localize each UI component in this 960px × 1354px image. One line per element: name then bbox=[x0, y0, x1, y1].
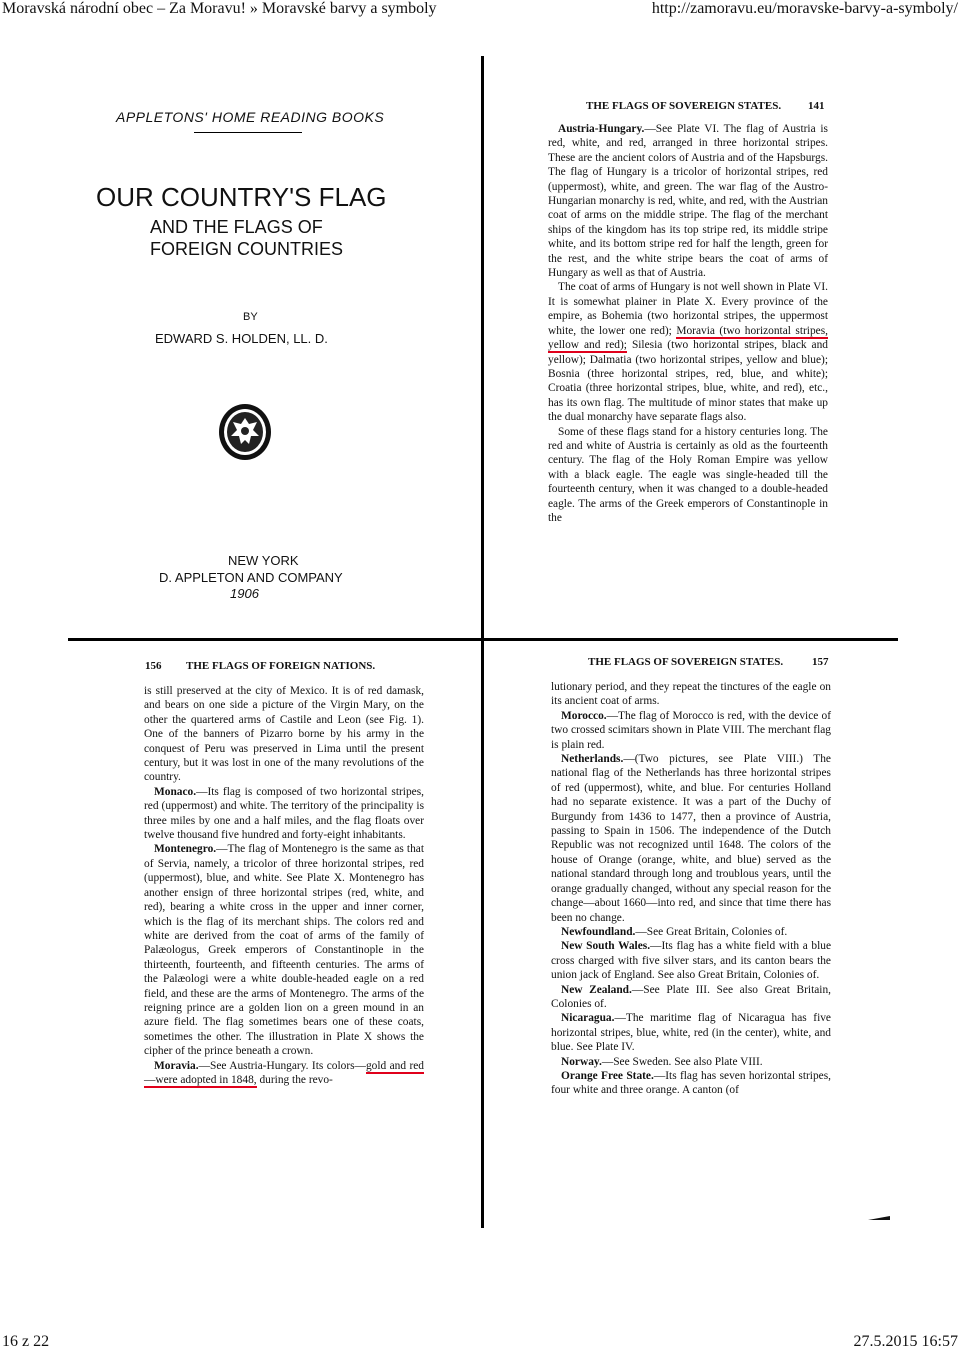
entry-text: —The flag of Montenegro is the same as that of Servia, namely, a tricolor of three horizontal stripes, red (uppermost), blue, and white. See Plate X. Montenegro has another ensign of three horizontal stripes (red, white, and red), bearing a white cross in the upper and inner corner, which is the flag of its merchant ships. The colors red and white are derived from the coat of arms of the family of Palæologus, Greek emperors of Constantinople in the thirteenth, fourteenth, and fifteenth centuries. The arms of the Palæologi were a white double-headed eagle on a red field, and these are the arms of Montenegro. The arms of the reigning prince are a golden lion on a green mound in an azure field. The flag sometimes bears one of these coats, sometimes the other. The illustration in Plate X shows the cipher of the prince beneath a crown. bbox=[144, 843, 424, 1058]
entry-text: —See Sweden. See also Plate VIII. bbox=[601, 1055, 763, 1068]
page-body bbox=[548, 122, 828, 525]
author-name: EDWARD S. HOLDEN, LL. D. bbox=[155, 331, 328, 346]
entry-heading: Austria-Hungary. bbox=[558, 123, 645, 135]
page-number: 141 bbox=[808, 100, 825, 112]
entry-text: —See Plate VI. The flag of Austria is red, white, and red, arranged in three horizontal stripes. These are the ancient colors of Austria and of the Hapsburgs. The flag of Hungary is a tricolor of horizontal stripes, red (uppermost), white, and green. The war flag of the Austro-Hungarian monarchy is red, white, and red, with the Austrian coat of arms on the middle stripe. The flag of the merchant ships of the kingdom has its top stripe red, its middle stripe white, and its bottom stripe red for half the length, green for the rest, and the white stripe bears the coat of arms of Hungary as well as that of Austria. bbox=[548, 123, 828, 280]
highlighted-text: gold and red—were adopted in 1848, bbox=[144, 1059, 424, 1086]
page-number: 157 bbox=[812, 656, 829, 668]
entry-text: lutionary period, and they repeat the tinctures of the eagle on its ancient coat of arms. bbox=[551, 681, 831, 708]
book-subtitle-line1: AND THE FLAGS OF bbox=[150, 217, 323, 237]
entry-heading: Netherlands. bbox=[561, 753, 624, 766]
running-head: THE FLAGS OF FOREIGN NATIONS. bbox=[186, 660, 376, 672]
page-number: 156 bbox=[145, 660, 162, 672]
publisher-city: NEW YORK bbox=[228, 553, 299, 568]
entry-text: The coat of arms of Hungary is not well shown in Plate VI. It is somewhat plainer in Plate X. Every province of the empire, as Bohemia (two horizontal stripes, the uppermost white, the lower one red); bbox=[548, 281, 828, 337]
running-head: THE FLAGS OF SOVEREIGN STATES. bbox=[588, 656, 784, 668]
series-rule bbox=[194, 132, 302, 133]
entry-text: is still preserved at the city of Mexico. It is of red damask, and bears on one side a picture of the Virgin Mary, on the other the quartered arms of Castile and Leon (see Fig. 1). One of the banners of Pizarro borne by his army in the conquest of Peru was preserved in Lima until the present century, but it was lost in one of the many revolutions of the country. bbox=[144, 685, 424, 784]
page-header-url[interactable]: http://zamoravu.eu/moravske-barvy-a-symboly/ bbox=[651, 0, 958, 17]
page-header-title: Moravská národní obec – Za Moravu! » Moravské barvy a symboly bbox=[2, 0, 437, 17]
entry-heading: Monaco. bbox=[154, 785, 197, 798]
by-label: BY bbox=[243, 311, 258, 323]
entry-heading: Nicaragua. bbox=[561, 1012, 615, 1025]
eagle-seal-icon bbox=[217, 402, 273, 462]
entry-text: —Its flag is composed of two horizontal stripes, red (uppermost) and white. The territory of the principality is three miles by one and a half miles, and the flag floats over twelve thousand five hundred and forty-eight inhabitants. bbox=[144, 785, 424, 842]
entry-heading: Newfoundland. bbox=[561, 925, 636, 938]
vertical-divider bbox=[481, 56, 484, 1228]
entry-text: —See Plate III. See also Great Britain, Colonies of. bbox=[551, 983, 831, 1010]
entry-heading: Morocco. bbox=[561, 709, 607, 722]
entry-text: Some of these flags stand for a history centuries long. The red and white of Austria is certainly as old as the fourteenth century. The flag of the Holy Roman Empire was yellow with a black eagle. The eagle was single-headed till the fourteenth century, when it was changed to a double-headed eagle. The arms of the Greek emperors of Constantinople in the bbox=[548, 425, 828, 524]
entry-text: —(Two pictures, see Plate VIII.) The national flag of the Netherlands has three horizontal stripes of red (uppermost), white, and blue. For centuries Holland had no separate existence. It was a part of the Duchy of Burgundy from 1436 to 1477, then a province of Austria, passing to Spain in 1506. The independence of the Dutch Republic was not recognized until 1648. The colors of the house of Orange (orange, white, and blue) served as the national standard through long and troublous years, until the orange gradually changed, without any special reason for the change—about 1660—into red, and since that time there has been no change. bbox=[551, 753, 831, 924]
entry-text: —The flag of Morocco is red, with the device of two crossed scimitars shown in Plate VIII. The merchant flag is plain red. bbox=[551, 709, 831, 751]
entry-text: Silesia (two horizontal stripes, black and yellow); Dalmatia (two horizontal stripes, yellow and blue); Bosnia (three horizontal stripes, red, blue, and white); Croatia (three horizontal stripes, blue, white, and red), etc., has its own flag. The multitude of minor states that make up the dual monarchy have separate flags also. bbox=[548, 339, 829, 424]
highlighted-text: Moravia (two horizontal stripes, yellow and red); bbox=[548, 324, 829, 352]
entry-heading: New Zealand. bbox=[561, 983, 632, 996]
entry-text: —See Great Britain, Colonies of. bbox=[635, 925, 788, 938]
horizontal-divider bbox=[68, 638, 898, 641]
entry-heading: Moravia. bbox=[154, 1059, 199, 1072]
entry-text: —Its flag has a white field with a blue cross charged with five silver stars, and its canton bears the union jack of England. See also Great Britain, Colonies of. bbox=[551, 940, 832, 982]
publication-year: 1906 bbox=[230, 586, 259, 601]
entry-heading: Orange Free State. bbox=[561, 1069, 654, 1082]
entry-heading: Norway. bbox=[561, 1055, 602, 1068]
book-title: OUR COUNTRY'S FLAG bbox=[96, 182, 387, 212]
page-body bbox=[551, 680, 831, 1098]
entry-text: during the revo- bbox=[256, 1073, 333, 1086]
print-timestamp: 27.5.2015 16:57 bbox=[853, 1333, 958, 1350]
entry-text: —Its flag has seven horizontal stripes, four white and three orange. A canton (of bbox=[551, 1069, 831, 1097]
book-subtitle-line2: FOREIGN COUNTRIES bbox=[150, 239, 344, 259]
page-counter: 16 z 22 bbox=[2, 1333, 50, 1350]
publisher-name: D. APPLETON AND COMPANY bbox=[159, 570, 343, 585]
entry-heading: New South Wales. bbox=[561, 940, 651, 953]
entry-text: —See Austria-Hungary. Its colors— bbox=[198, 1059, 366, 1072]
scan-mark bbox=[866, 1206, 892, 1222]
series-title: APPLETONS' HOME READING BOOKS bbox=[116, 109, 385, 125]
entry-heading: Montenegro. bbox=[154, 843, 217, 856]
page-body bbox=[144, 684, 424, 1087]
entry-text: —The maritime flag of Nicaragua has five horizontal stripes, blue, white, red (in the center), white, and blue. See Plate IV. bbox=[551, 1012, 831, 1054]
running-head: THE FLAGS OF SOVEREIGN STATES. bbox=[586, 100, 782, 112]
